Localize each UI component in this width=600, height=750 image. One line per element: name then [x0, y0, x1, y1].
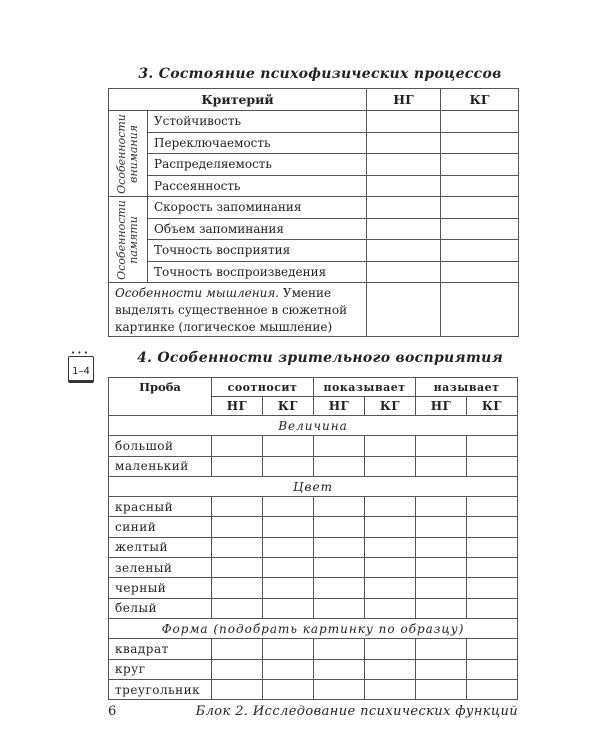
result-cell[interactable]	[365, 537, 416, 557]
kg-cell[interactable]	[441, 283, 519, 337]
table-row	[109, 261, 519, 283]
result-cell[interactable]	[314, 497, 365, 517]
kg-cell[interactable]	[441, 218, 519, 240]
table-row	[109, 598, 518, 618]
result-cell[interactable]	[314, 659, 365, 679]
result-cell[interactable]	[212, 517, 263, 537]
table-row	[109, 111, 519, 133]
criterion-cell: Скорость запоминания	[148, 197, 367, 219]
test-item: синий	[109, 517, 212, 537]
header-row	[109, 378, 518, 397]
kg-cell[interactable]	[441, 154, 519, 176]
result-cell[interactable]	[416, 497, 467, 517]
criterion-cell: Устойчивость	[148, 111, 367, 133]
table-row	[109, 240, 519, 262]
table-row	[109, 197, 519, 219]
result-cell[interactable]	[212, 537, 263, 557]
table-row	[109, 659, 518, 679]
result-cell[interactable]	[314, 456, 365, 476]
group-subheader: КГ	[365, 397, 416, 416]
test-item: белый	[109, 598, 212, 618]
result-cell[interactable]	[263, 659, 314, 679]
test-item: красный	[109, 497, 212, 517]
section-label: Цвет	[109, 476, 518, 496]
thinking-row	[109, 283, 519, 337]
result-cell[interactable]	[314, 436, 365, 456]
result-cell[interactable]	[467, 456, 518, 476]
thinking-cell	[109, 283, 367, 337]
table-row	[109, 558, 518, 578]
result-cell[interactable]	[467, 517, 518, 537]
section-label: Величина	[109, 416, 518, 436]
result-cell[interactable]	[263, 578, 314, 598]
result-cell[interactable]	[416, 436, 467, 456]
section-label: Форма (подобрать картинку по образцу)	[109, 618, 518, 638]
ng-cell[interactable]	[367, 111, 441, 133]
section3-title: 3. Состояние психофизических процессов	[138, 66, 502, 82]
test-item: треугольник	[109, 679, 212, 699]
group-subheader: КГ	[467, 397, 518, 416]
thinking-label: Особенности мышления.	[115, 286, 280, 300]
kg-cell[interactable]	[441, 197, 519, 219]
action-header: соотносит	[212, 378, 314, 397]
section-row	[109, 618, 518, 638]
result-cell[interactable]	[416, 639, 467, 659]
result-cell[interactable]	[467, 578, 518, 598]
group-label: Особенности внимания	[115, 113, 140, 194]
result-cell[interactable]	[314, 517, 365, 537]
result-cell[interactable]	[212, 679, 263, 699]
table-row	[109, 456, 518, 476]
result-cell[interactable]	[212, 558, 263, 578]
ng-cell[interactable]	[367, 240, 441, 262]
result-cell[interactable]	[416, 558, 467, 578]
group-subheader: КГ	[263, 397, 314, 416]
action-header: называет	[416, 378, 518, 397]
result-cell[interactable]	[416, 517, 467, 537]
kg-cell[interactable]	[441, 261, 519, 283]
result-cell[interactable]	[467, 639, 518, 659]
test-item: большой	[109, 436, 212, 456]
result-cell[interactable]	[365, 436, 416, 456]
result-cell[interactable]	[314, 578, 365, 598]
test-header: Проба	[109, 378, 212, 416]
ng-cell[interactable]	[367, 218, 441, 240]
result-cell[interactable]	[314, 558, 365, 578]
table-row	[109, 679, 518, 699]
kg-cell[interactable]	[441, 175, 519, 197]
result-cell[interactable]	[263, 456, 314, 476]
criterion-cell: Переключаемость	[148, 132, 367, 154]
result-cell[interactable]	[467, 558, 518, 578]
result-cell[interactable]	[467, 598, 518, 618]
table-row	[109, 639, 518, 659]
result-cell[interactable]	[263, 558, 314, 578]
test-item: зеленый	[109, 558, 212, 578]
header-row	[109, 89, 519, 111]
criterion-cell: Объем запоминания	[148, 218, 367, 240]
result-cell[interactable]	[365, 456, 416, 476]
ng-cell[interactable]	[367, 175, 441, 197]
kg-cell[interactable]	[441, 111, 519, 133]
running-footer: Блок 2. Исследование психических функций	[195, 704, 518, 719]
ng-cell[interactable]	[367, 283, 441, 337]
group-label-cell	[109, 197, 148, 283]
section-row	[109, 476, 518, 496]
table-row	[109, 132, 519, 154]
table-row	[109, 154, 519, 176]
table-row	[109, 578, 518, 598]
action-header: показывает	[314, 378, 416, 397]
result-cell[interactable]	[416, 537, 467, 557]
result-cell[interactable]	[263, 497, 314, 517]
criterion-cell: Распределяемость	[148, 154, 367, 176]
test-item: желтый	[109, 537, 212, 557]
result-cell[interactable]	[416, 598, 467, 618]
table-row	[109, 218, 519, 240]
group-subheader: НГ	[314, 397, 365, 416]
result-cell[interactable]	[467, 497, 518, 517]
table-row	[109, 537, 518, 557]
table-row	[109, 517, 518, 537]
result-cell[interactable]	[263, 517, 314, 537]
table-row	[109, 497, 518, 517]
result-cell[interactable]	[212, 659, 263, 679]
calendar-badge-icon: • • • 1–4	[68, 356, 94, 383]
result-cell[interactable]	[467, 659, 518, 679]
criterion-cell: Точность воспроизведения	[148, 261, 367, 283]
result-cell[interactable]	[212, 436, 263, 456]
result-cell[interactable]	[467, 537, 518, 557]
table-row	[109, 436, 518, 456]
test-item: круг	[109, 659, 212, 679]
result-cell[interactable]	[416, 679, 467, 699]
result-cell[interactable]	[263, 537, 314, 557]
page-number: 6	[108, 704, 117, 719]
table-row	[109, 175, 519, 197]
ng-cell[interactable]	[367, 132, 441, 154]
test-item: маленький	[109, 456, 212, 476]
result-cell[interactable]	[416, 578, 467, 598]
group-label: Особенности памяти	[115, 199, 140, 280]
result-cell[interactable]	[263, 639, 314, 659]
result-cell[interactable]	[416, 456, 467, 476]
result-cell[interactable]	[314, 598, 365, 618]
result-cell[interactable]	[365, 598, 416, 618]
group-subheader: НГ	[416, 397, 467, 416]
result-cell[interactable]	[365, 639, 416, 659]
visual-perception-table	[108, 377, 518, 700]
result-cell[interactable]	[467, 436, 518, 456]
result-cell[interactable]	[467, 679, 518, 699]
ng-header: НГ	[367, 89, 441, 111]
result-cell[interactable]	[365, 659, 416, 679]
group-label-cell	[109, 111, 148, 197]
result-cell[interactable]	[365, 497, 416, 517]
criterion-header: Критерий	[109, 89, 367, 111]
ng-cell[interactable]	[367, 154, 441, 176]
kg-cell[interactable]	[441, 240, 519, 262]
result-cell[interactable]	[212, 639, 263, 659]
result-cell[interactable]	[212, 578, 263, 598]
kg-cell[interactable]	[441, 132, 519, 154]
group-subheader: НГ	[212, 397, 263, 416]
result-cell[interactable]	[314, 639, 365, 659]
test-item: квадрат	[109, 639, 212, 659]
result-cell[interactable]	[365, 517, 416, 537]
result-cell[interactable]	[212, 497, 263, 517]
ng-cell[interactable]	[367, 261, 441, 283]
section-row	[109, 416, 518, 436]
result-cell[interactable]	[263, 598, 314, 618]
result-cell[interactable]	[365, 558, 416, 578]
criterion-cell: Рассеянность	[148, 175, 367, 197]
result-cell[interactable]	[416, 659, 467, 679]
test-item: черный	[109, 578, 212, 598]
result-cell[interactable]	[314, 679, 365, 699]
result-cell[interactable]	[263, 679, 314, 699]
result-cell[interactable]	[314, 537, 365, 557]
result-cell[interactable]	[212, 456, 263, 476]
criterion-cell: Точность восприятия	[148, 240, 367, 262]
psychophysical-table	[108, 88, 519, 337]
result-cell[interactable]	[212, 598, 263, 618]
result-cell[interactable]	[365, 578, 416, 598]
section4-title: 4. Особенности зрительного восприятия	[136, 350, 504, 366]
result-cell[interactable]	[263, 436, 314, 456]
ng-cell[interactable]	[367, 197, 441, 219]
kg-header: КГ	[441, 89, 519, 111]
thinking-text: Умение выделять существенное в сюжетной картинке (логическое мышление)	[115, 286, 348, 334]
result-cell[interactable]	[365, 679, 416, 699]
